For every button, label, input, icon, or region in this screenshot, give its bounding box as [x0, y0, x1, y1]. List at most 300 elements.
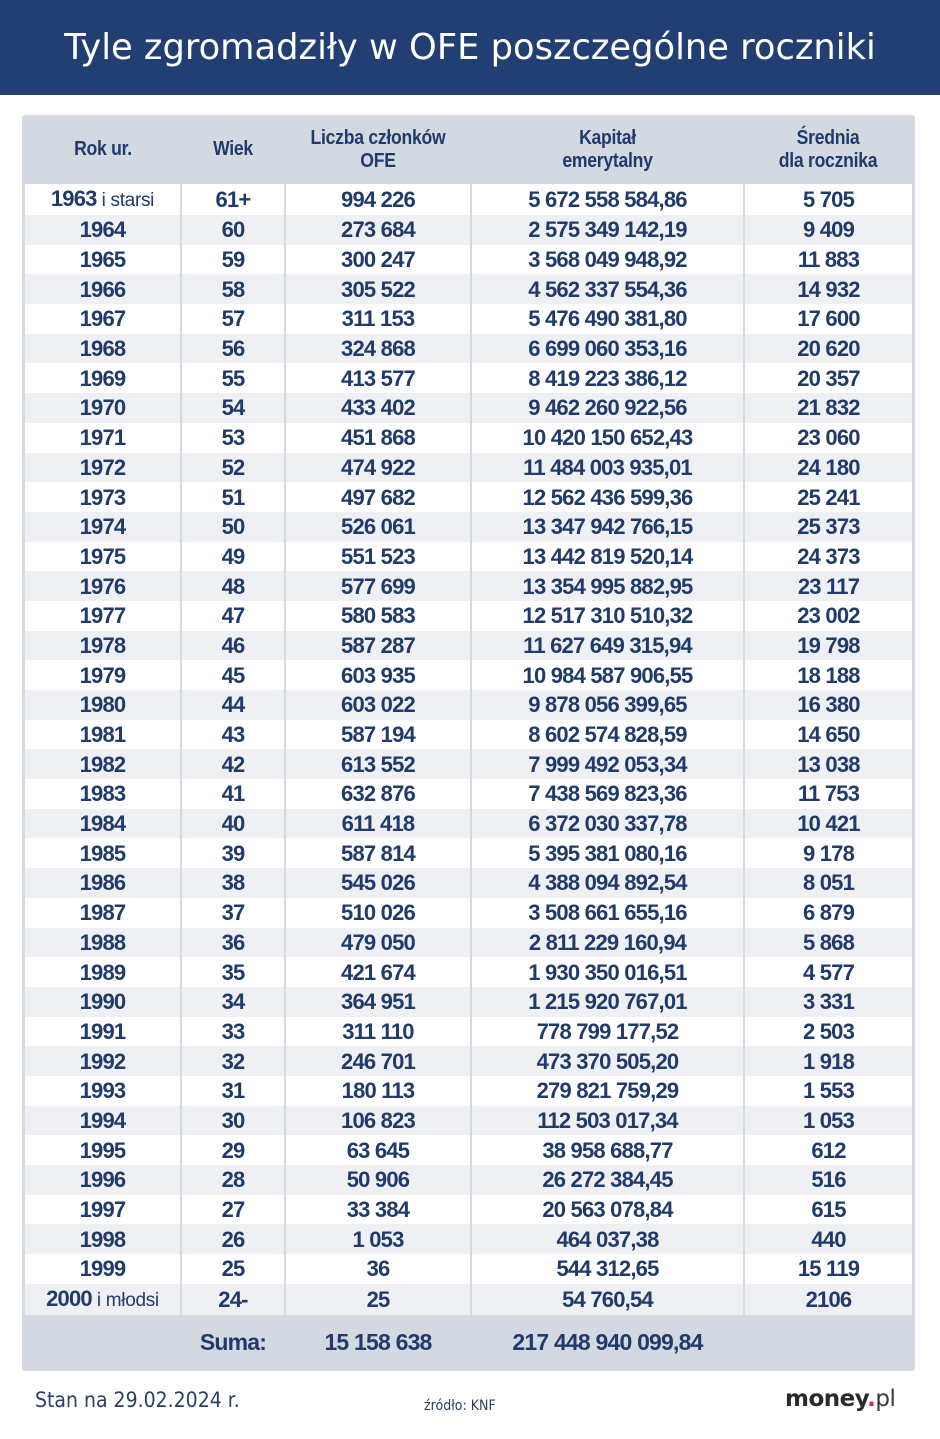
column-header-line: Kapitał — [579, 126, 636, 149]
average-cell: 11 753 — [744, 779, 912, 809]
birth-year-cell — [25, 542, 181, 572]
members-cell: 613 552 — [285, 749, 471, 779]
table-row — [25, 987, 912, 1017]
birth-year-cell — [25, 690, 181, 720]
capital-cell: 54 760,54 — [471, 1284, 744, 1315]
column-header-line: emerytalny — [562, 149, 653, 172]
table-row — [25, 512, 912, 542]
members-cell: 510 026 — [285, 898, 471, 928]
age-cell: 61+ — [181, 184, 285, 215]
birth-year: 1973 — [79, 484, 126, 510]
table-row — [25, 720, 912, 750]
birth-year: 1972 — [79, 454, 126, 480]
members-cell: 25 — [285, 1284, 471, 1315]
members-cell: 474 922 — [285, 453, 471, 483]
average-cell: 9 178 — [744, 838, 912, 868]
birth-year-cell — [25, 928, 181, 958]
table-row — [25, 1284, 912, 1315]
average-cell: 3 331 — [744, 987, 912, 1017]
age-cell: 51 — [181, 482, 285, 512]
data-date: Stan na 29.02.2024 r. — [35, 1388, 240, 1412]
birth-year-cell — [25, 215, 181, 245]
table-row — [25, 1106, 912, 1136]
age-cell: 28 — [181, 1165, 285, 1195]
members-cell: 587 814 — [285, 838, 471, 868]
table-row — [25, 274, 912, 304]
average-cell: 16 380 — [744, 690, 912, 720]
age-cell: 43 — [181, 720, 285, 750]
table-row — [25, 245, 912, 275]
age-cell: 35 — [181, 957, 285, 987]
capital-cell: 10 420 150 652,43 — [471, 423, 744, 453]
birth-year-cell — [25, 1106, 181, 1136]
birth-year: 1988 — [79, 929, 126, 955]
average-cell: 440 — [744, 1224, 912, 1254]
average-cell: 13 038 — [744, 749, 912, 779]
average-cell: 20 357 — [744, 363, 912, 393]
birth-year-cell — [25, 334, 181, 364]
capital-cell: 3 508 661 655,16 — [471, 898, 744, 928]
age-cell: 30 — [181, 1106, 285, 1136]
column-header — [754, 115, 902, 184]
age-cell: 48 — [181, 571, 285, 601]
birth-year: 1977 — [79, 603, 126, 629]
age-cell: 25 — [181, 1254, 285, 1284]
age-cell: 42 — [181, 749, 285, 779]
birth-year: 1997 — [79, 1197, 126, 1223]
members-cell: 106 823 — [285, 1106, 471, 1136]
members-cell: 433 402 — [285, 393, 471, 423]
members-cell: 1 053 — [285, 1224, 471, 1254]
column-header-line: Średnia — [796, 126, 860, 149]
members-cell: 364 951 — [285, 987, 471, 1017]
age-cell: 52 — [181, 453, 285, 483]
capital-cell: 3 568 049 948,92 — [471, 245, 744, 275]
birth-year: 1980 — [79, 692, 126, 718]
members-cell: 577 699 — [285, 571, 471, 601]
age-cell: 59 — [181, 245, 285, 275]
capital-cell: 5 395 381 080,16 — [471, 838, 744, 868]
capital-cell: 279 821 759,29 — [471, 1076, 744, 1106]
members-cell: 632 876 — [285, 779, 471, 809]
birth-year: 1983 — [79, 781, 126, 807]
average-cell: 1 053 — [744, 1106, 912, 1136]
ofe-table — [25, 115, 912, 1371]
age-cell: 24- — [181, 1284, 285, 1315]
capital-cell: 2 575 349 142,19 — [471, 215, 744, 245]
table-row — [25, 957, 912, 987]
total-average-empty — [744, 1315, 912, 1371]
birth-year-cell — [25, 809, 181, 839]
birth-year: 1992 — [79, 1048, 126, 1074]
birth-year-cell — [25, 898, 181, 928]
capital-cell: 12 517 310 510,32 — [471, 601, 744, 631]
table-row — [25, 690, 912, 720]
capital-cell: 7 438 569 823,36 — [471, 779, 744, 809]
capital-cell: 544 312,65 — [471, 1254, 744, 1284]
capital-cell: 5 672 558 584,86 — [471, 184, 744, 215]
column-header-line: Liczba członków — [310, 126, 446, 149]
birth-year: 1993 — [79, 1078, 126, 1104]
table-row — [25, 779, 912, 809]
members-cell: 300 247 — [285, 245, 471, 275]
members-cell: 63 645 — [285, 1135, 471, 1165]
birth-year: 1963 — [50, 186, 97, 211]
average-cell: 4 577 — [744, 957, 912, 987]
average-cell: 1 918 — [744, 1046, 912, 1076]
birth-year-cell — [25, 631, 181, 661]
average-cell: 23 060 — [744, 423, 912, 453]
birth-year-cell — [25, 423, 181, 453]
column-header-line: Wiek — [213, 138, 253, 160]
capital-cell: 11 627 649 315,94 — [471, 631, 744, 661]
birth-year: 1965 — [79, 247, 126, 273]
birth-year-cell — [25, 184, 181, 215]
page-footer — [0, 1380, 940, 1430]
table-row — [25, 838, 912, 868]
average-cell: 20 620 — [744, 334, 912, 364]
average-cell: 17 600 — [744, 304, 912, 334]
table-row — [25, 660, 912, 690]
members-cell: 324 868 — [285, 334, 471, 364]
capital-cell: 20 563 078,84 — [471, 1195, 744, 1225]
birth-year-cell — [25, 838, 181, 868]
age-cell: 37 — [181, 898, 285, 928]
table-total-row — [25, 1315, 912, 1371]
table-row — [25, 542, 912, 572]
birth-year: 1991 — [79, 1018, 126, 1044]
table-row — [25, 601, 912, 631]
birth-year-cell — [25, 1046, 181, 1076]
members-cell: 497 682 — [285, 482, 471, 512]
table-row — [25, 1017, 912, 1047]
birth-year-cell — [25, 1076, 181, 1106]
age-cell: 36 — [181, 928, 285, 958]
capital-cell: 2 811 229 160,94 — [471, 928, 744, 958]
birth-year-cell — [25, 274, 181, 304]
members-cell: 413 577 — [285, 363, 471, 393]
members-cell: 994 226 — [285, 184, 471, 215]
birth-year-cell — [25, 868, 181, 898]
average-cell: 14 650 — [744, 720, 912, 750]
capital-cell: 4 388 094 892,54 — [471, 868, 744, 898]
age-cell: 34 — [181, 987, 285, 1017]
members-cell: 526 061 — [285, 512, 471, 542]
age-cell: 50 — [181, 512, 285, 542]
birth-year: 1982 — [79, 751, 126, 777]
average-cell: 5 868 — [744, 928, 912, 958]
birth-year-cell — [25, 779, 181, 809]
birth-year: 1975 — [79, 543, 126, 569]
members-cell: 587 194 — [285, 720, 471, 750]
birth-year-cell — [25, 987, 181, 1017]
logo-dot: . — [867, 1386, 876, 1412]
capital-cell: 8 602 574 828,59 — [471, 720, 744, 750]
members-cell: 305 522 — [285, 274, 471, 304]
age-cell: 46 — [181, 631, 285, 661]
ofe-table-container — [22, 115, 915, 1371]
column-header-line: Rok ur. — [74, 138, 132, 160]
birth-year: 1985 — [79, 840, 126, 866]
birth-year-cell — [25, 512, 181, 542]
table-row — [25, 1165, 912, 1195]
table-row — [25, 571, 912, 601]
table-row — [25, 809, 912, 839]
column-header-line: dla rocznika — [778, 149, 878, 172]
column-header — [187, 115, 279, 184]
table-row — [25, 334, 912, 364]
birth-year-cell — [25, 393, 181, 423]
birth-year-suffix: i młodsi — [91, 1289, 159, 1311]
age-cell: 55 — [181, 363, 285, 393]
average-cell: 25 373 — [744, 512, 912, 542]
members-cell: 580 583 — [285, 601, 471, 631]
birth-year-cell — [25, 660, 181, 690]
birth-year: 1976 — [79, 573, 126, 599]
average-cell: 10 421 — [744, 809, 912, 839]
birth-year: 1971 — [79, 425, 126, 451]
capital-cell: 464 037,38 — [471, 1224, 744, 1254]
capital-cell: 13 347 942 766,15 — [471, 512, 744, 542]
table-row — [25, 215, 912, 245]
capital-cell: 13 442 819 520,14 — [471, 542, 744, 572]
table-row — [25, 1135, 912, 1165]
capital-cell: 38 958 688,77 — [471, 1135, 744, 1165]
age-cell: 60 — [181, 215, 285, 245]
members-cell: 421 674 — [285, 957, 471, 987]
average-cell: 23 002 — [744, 601, 912, 631]
age-cell: 40 — [181, 809, 285, 839]
capital-cell: 8 419 223 386,12 — [471, 363, 744, 393]
members-cell: 311 110 — [285, 1017, 471, 1047]
members-cell: 611 418 — [285, 809, 471, 839]
average-cell: 1 553 — [744, 1076, 912, 1106]
birth-year: 1966 — [79, 276, 126, 302]
average-cell: 516 — [744, 1165, 912, 1195]
table-row — [25, 184, 912, 215]
column-header — [296, 115, 460, 184]
birth-year: 1989 — [79, 959, 126, 985]
total-capital: 217 448 940 099,84 — [512, 1329, 703, 1356]
age-cell: 58 — [181, 274, 285, 304]
birth-year: 1984 — [79, 811, 126, 837]
birth-year: 1969 — [79, 365, 126, 391]
birth-year: 1986 — [79, 870, 126, 896]
members-cell: 603 022 — [285, 690, 471, 720]
birth-year-cell — [25, 720, 181, 750]
birth-year-cell — [25, 601, 181, 631]
column-header-line: OFE — [360, 149, 396, 172]
average-cell: 25 241 — [744, 482, 912, 512]
birth-year-cell — [25, 453, 181, 483]
capital-cell: 12 562 436 599,36 — [471, 482, 744, 512]
table-row — [25, 1224, 912, 1254]
capital-cell: 1 930 350 016,51 — [471, 957, 744, 987]
birth-year-cell — [25, 1017, 181, 1047]
average-cell: 24 373 — [744, 542, 912, 572]
table-row — [25, 1046, 912, 1076]
total-label: Suma: — [199, 1329, 267, 1356]
total-empty-cell — [25, 1315, 181, 1371]
average-cell: 8 051 — [744, 868, 912, 898]
table-row — [25, 631, 912, 661]
age-cell: 32 — [181, 1046, 285, 1076]
average-cell: 6 879 — [744, 898, 912, 928]
capital-cell: 112 503 017,34 — [471, 1106, 744, 1136]
capital-cell: 7 999 492 053,34 — [471, 749, 744, 779]
members-cell: 545 026 — [285, 868, 471, 898]
members-cell: 479 050 — [285, 928, 471, 958]
birth-year-cell — [25, 957, 181, 987]
birth-year: 1979 — [79, 662, 126, 688]
birth-year-cell — [25, 363, 181, 393]
age-cell: 41 — [181, 779, 285, 809]
average-cell: 11 883 — [744, 245, 912, 275]
capital-cell: 4 562 337 554,36 — [471, 274, 744, 304]
birth-year: 1970 — [79, 395, 126, 421]
birth-year: 1974 — [79, 514, 126, 540]
birth-year: 1999 — [79, 1256, 126, 1282]
table-row — [25, 898, 912, 928]
age-cell: 26 — [181, 1224, 285, 1254]
birth-year: 1994 — [79, 1107, 126, 1133]
capital-cell: 26 272 384,45 — [471, 1165, 744, 1195]
age-cell: 56 — [181, 334, 285, 364]
age-cell: 31 — [181, 1076, 285, 1106]
capital-cell: 778 799 177,52 — [471, 1017, 744, 1047]
birth-year: 1995 — [79, 1137, 126, 1163]
members-cell: 311 153 — [285, 304, 471, 334]
birth-year-cell — [25, 482, 181, 512]
capital-cell: 13 354 995 882,95 — [471, 571, 744, 601]
birth-year: 1978 — [79, 632, 126, 658]
birth-year: 1987 — [79, 900, 126, 926]
table-row — [25, 1076, 912, 1106]
column-header — [487, 115, 727, 184]
table-row — [25, 482, 912, 512]
average-cell: 23 117 — [744, 571, 912, 601]
age-cell: 53 — [181, 423, 285, 453]
column-header — [34, 115, 171, 184]
age-cell: 38 — [181, 868, 285, 898]
members-cell: 33 384 — [285, 1195, 471, 1225]
age-cell: 29 — [181, 1135, 285, 1165]
birth-year-cell — [25, 1165, 181, 1195]
age-cell: 45 — [181, 660, 285, 690]
age-cell: 47 — [181, 601, 285, 631]
table-row — [25, 749, 912, 779]
birth-year: 1990 — [79, 989, 126, 1015]
table-body — [25, 184, 912, 1315]
average-cell: 21 832 — [744, 393, 912, 423]
members-cell: 451 868 — [285, 423, 471, 453]
capital-cell: 6 372 030 337,78 — [471, 809, 744, 839]
average-cell: 612 — [744, 1135, 912, 1165]
members-cell: 587 287 — [285, 631, 471, 661]
members-cell: 36 — [285, 1254, 471, 1284]
table-row — [25, 423, 912, 453]
birth-year-cell — [25, 1224, 181, 1254]
age-cell: 39 — [181, 838, 285, 868]
logo-tld: pl — [875, 1386, 896, 1412]
capital-cell: 6 699 060 353,16 — [471, 334, 744, 364]
birth-year: 1996 — [79, 1167, 126, 1193]
table-row — [25, 304, 912, 334]
logo-brand: money — [785, 1386, 868, 1412]
money-pl-logo — [785, 1386, 895, 1412]
birth-year: 1968 — [79, 336, 126, 362]
table-row — [25, 393, 912, 423]
average-cell: 5 705 — [744, 184, 912, 215]
average-cell: 615 — [744, 1195, 912, 1225]
capital-cell: 11 484 003 935,01 — [471, 453, 744, 483]
age-cell: 27 — [181, 1195, 285, 1225]
capital-cell: 9 462 260 922,56 — [471, 393, 744, 423]
table-row — [25, 1195, 912, 1225]
table-row — [25, 1254, 912, 1284]
capital-cell: 1 215 920 767,01 — [471, 987, 744, 1017]
capital-cell: 10 984 587 906,55 — [471, 660, 744, 690]
birth-year-cell — [25, 571, 181, 601]
age-cell: 49 — [181, 542, 285, 572]
birth-year: 1964 — [79, 217, 126, 243]
birth-year-cell — [25, 304, 181, 334]
table-row — [25, 868, 912, 898]
age-cell: 44 — [181, 690, 285, 720]
capital-cell: 9 878 056 399,65 — [471, 690, 744, 720]
average-cell: 2 503 — [744, 1017, 912, 1047]
data-source: źródło: KNF — [424, 1398, 496, 1414]
table-row — [25, 363, 912, 393]
average-cell: 15 119 — [744, 1254, 912, 1284]
birth-year: 1967 — [79, 306, 126, 332]
age-cell: 57 — [181, 304, 285, 334]
birth-year-suffix: i starsi — [96, 190, 155, 211]
age-cell: 33 — [181, 1017, 285, 1047]
birth-year-cell — [25, 245, 181, 275]
birth-year-cell — [25, 1135, 181, 1165]
table-header-row — [25, 115, 912, 184]
birth-year: 1981 — [79, 722, 126, 748]
capital-cell: 473 370 505,20 — [471, 1046, 744, 1076]
members-cell: 273 684 — [285, 215, 471, 245]
members-cell: 246 701 — [285, 1046, 471, 1076]
page-title: Tyle zgromadziły w OFE poszczególne roczniki — [64, 27, 876, 68]
average-cell: 9 409 — [744, 215, 912, 245]
table-row — [25, 928, 912, 958]
birth-year: 1998 — [79, 1226, 126, 1252]
birth-year-cell — [25, 749, 181, 779]
birth-year-cell — [25, 1195, 181, 1225]
capital-cell: 5 476 490 381,80 — [471, 304, 744, 334]
members-cell: 603 935 — [285, 660, 471, 690]
table-row — [25, 453, 912, 483]
birth-year-cell — [25, 1284, 181, 1315]
average-cell: 19 798 — [744, 631, 912, 661]
average-cell: 14 932 — [744, 274, 912, 304]
average-cell: 24 180 — [744, 453, 912, 483]
members-cell: 50 906 — [285, 1165, 471, 1195]
age-cell: 54 — [181, 393, 285, 423]
page-header — [0, 0, 940, 95]
total-members: 15 158 638 — [324, 1329, 432, 1356]
members-cell: 180 113 — [285, 1076, 471, 1106]
average-cell: 2106 — [744, 1284, 912, 1315]
average-cell: 18 188 — [744, 660, 912, 690]
birth-year: 2000 — [46, 1285, 92, 1311]
members-cell: 551 523 — [285, 542, 471, 572]
birth-year-cell — [25, 1254, 181, 1284]
